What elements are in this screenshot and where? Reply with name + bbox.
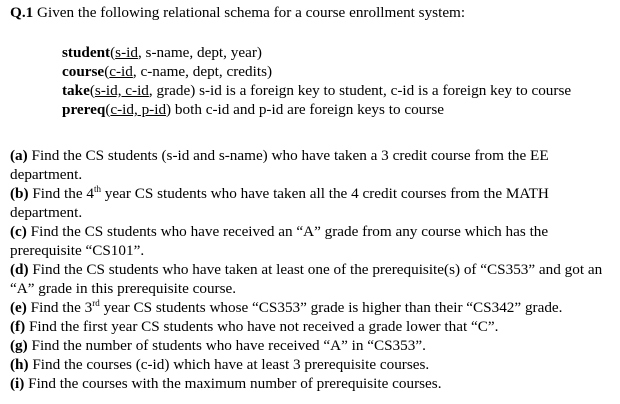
part-f [10,317,610,336]
ordinal-suffix: th [93,183,101,194]
attributes: , c-name, dept, credits) [132,63,273,80]
schema-block [62,43,612,119]
question-text: Given the following relational schema for a course enrollment system: [37,4,466,21]
schema-note: s-id is a foreign key to student, c-id is a foreign key to course [199,82,572,99]
part-h [10,355,610,374]
part-text: Find the courses with the maximum number of prerequisite courses. [28,375,442,392]
schema-prereq: prereq(c-id, p-id) both c-id and p-id are foreign keys to course [62,101,444,118]
question-parts [10,146,610,393]
part-text: Find the CS students (s-id and s-name) who have taken a 3 credit course from the EE department. [10,147,549,183]
part-text: Find the first year CS students who have not received a grade lower that “C”. [28,318,499,335]
part-text: Find the CS students who have received an “A” grade from any course which has the prerequisite “CS101”. [10,223,549,259]
part-d [10,260,610,298]
ordinal-suffix: rd [92,297,100,308]
attributes: ) [166,101,172,118]
part-i [10,374,610,393]
part-label: (f) [10,318,26,335]
attributes: , grade) [148,82,196,99]
relation-name: student [62,44,111,61]
primary-key: s-id [115,44,138,61]
part-label: (c) [10,223,27,240]
schema-note: both c-id and p-id are foreign keys to course [174,101,444,118]
part-c [10,222,610,260]
part-text-post: year CS students who have taken all the 4 credit courses from the MATH department. [10,185,549,221]
question-header [10,3,610,22]
part-label: (b) [10,185,29,202]
part-g [10,336,610,355]
part-text-pre: Find the 4 [32,185,94,202]
schema-student: student(s-id, s-name, dept, year) [62,44,262,61]
schema-course: course(c-id, c-name, dept, credits) [62,63,273,80]
part-b [10,184,610,222]
relation-name: take [62,82,90,99]
part-a [10,146,610,184]
part-text-pre: Find the 3 [30,299,93,316]
part-text: Find the courses (c-id) which have at least 3 prerequisite courses. [32,356,430,373]
relation-name: prereq [62,101,106,118]
part-label: (d) [10,261,29,278]
part-text: Find the CS students who have taken at least one of the prerequisite(s) of “CS353” and got an “A” grade in this prerequisite course. [10,261,603,297]
primary-key: c-id, p-id [110,101,167,118]
part-label: (g) [10,337,28,354]
part-label: (a) [10,147,28,164]
relation-name: course [62,63,105,80]
part-label: (e) [10,299,27,316]
primary-key: c-id [109,63,133,80]
part-label: (h) [10,356,29,373]
part-e [10,298,610,317]
attributes: , s-name, dept, year) [137,44,262,61]
part-text: Find the number of students who have received “A” in “CS353”. [31,337,426,354]
schema-take: take(s-id, c-id, grade) s-id is a foreign key to student, c-id is a foreign key to course [62,82,572,99]
part-label: (i) [10,375,25,392]
question-number: Q.1 [10,4,34,21]
primary-key: s-id, c-id [94,82,149,99]
part-text-post: year CS students whose “CS353” grade is higher than their “CS342” grade. [99,299,563,316]
